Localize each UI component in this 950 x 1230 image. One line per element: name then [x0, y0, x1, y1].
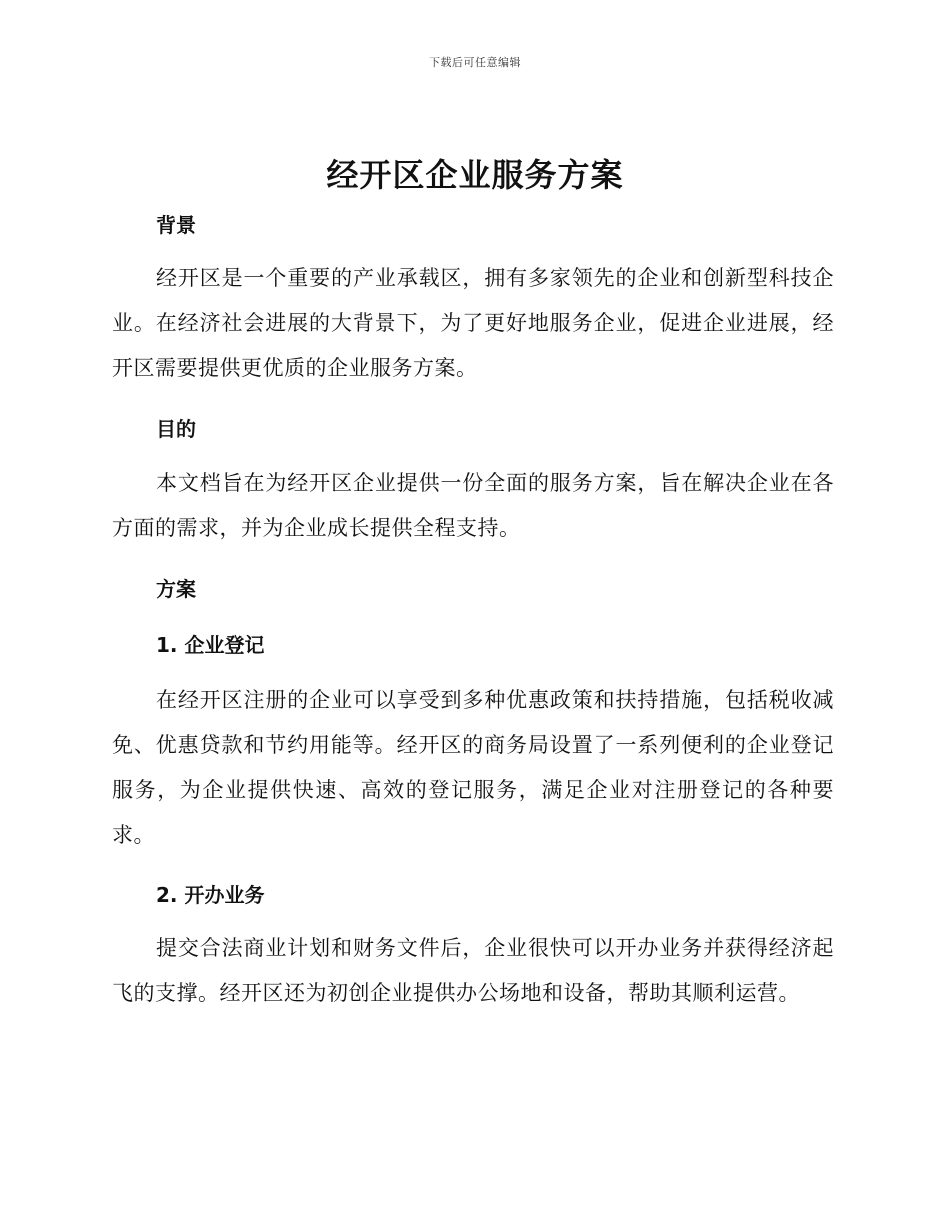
document-title: 经开区企业服务方案: [326, 156, 624, 194]
paragraph-startup: 提交合法商业计划和财务文件后，企业很快可以开办业务并获得经济起飞的支撑。经开区还为初创企业提供办公场地和设备，帮助其顺利运营。: [112, 936, 834, 1005]
section-heading-plan: 方案: [156, 577, 196, 601]
paragraph-background: 经开区是一个重要的产业承载区，拥有多家领先的企业和创新型科技企业。在经济社会进展的大背景下，为了更好地服务企业，促进企业进展，经开区需要提供更优质的企业服务方案。: [112, 266, 834, 380]
section-heading-registration: 1. 企业登记: [156, 633, 265, 657]
paragraph-purpose: 本文档旨在为经开区企业提供一份全面的服务方案，旨在解决企业在各方面的需求，并为企业成长提供全程支持。: [112, 471, 834, 540]
section-heading-purpose: 目的: [156, 417, 196, 441]
paragraph-registration: 在经开区注册的企业可以享受到多种优惠政策和扶持措施，包括税收减免、优惠贷款和节约用能等。经开区的商务局设置了一系列便利的企业登记服务，为企业提供快速、高效的登记服务，满足企业对注册登记的各种要求。: [112, 688, 834, 847]
section-heading-startup: 2. 开办业务: [156, 883, 265, 907]
section-heading-background: 背景: [156, 213, 196, 237]
header-note: 下载后可任意编辑: [429, 56, 521, 69]
